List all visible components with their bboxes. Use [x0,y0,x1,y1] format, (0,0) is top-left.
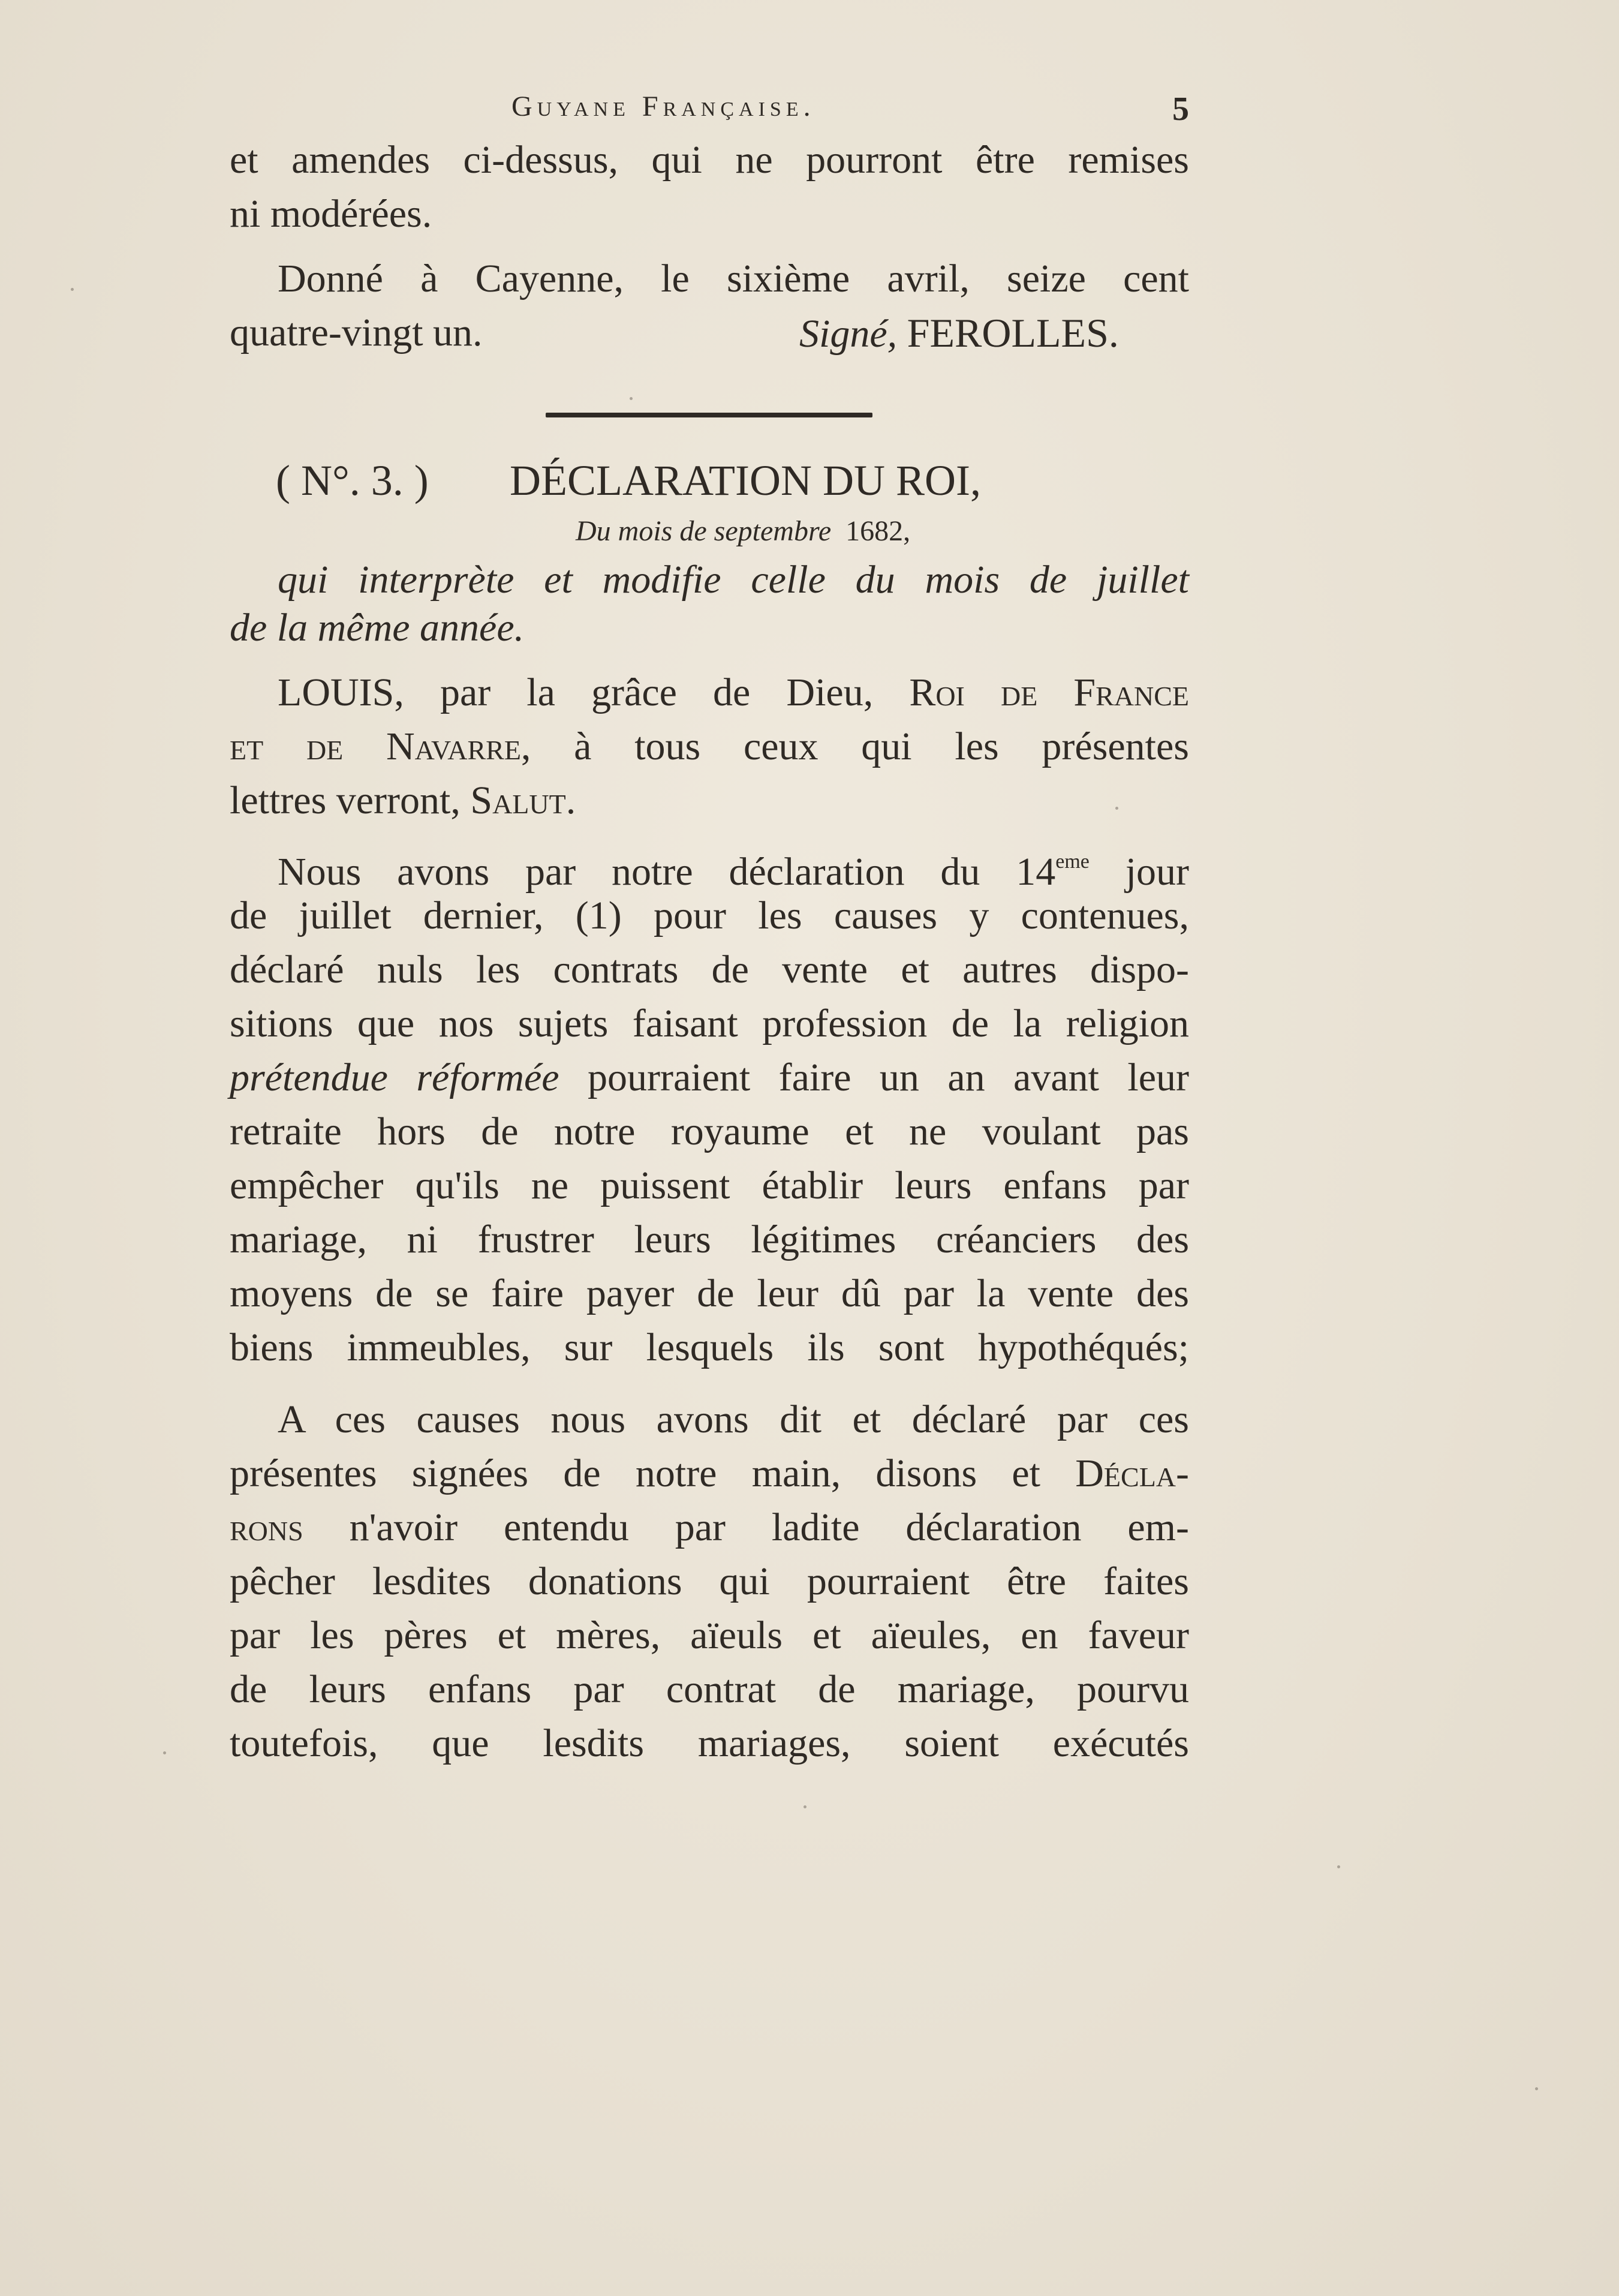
text-line: lettres verront, Salut. [230,779,576,822]
paper-speck [1337,1865,1340,1868]
paper-speck [163,1751,166,1754]
closing-text: quatre-vingt un. [230,311,483,354]
text-line-signature [230,306,1189,360]
text-line: présentes signées de notre main, disons et Décla- [230,1451,1190,1495]
text-line: prétendue réformée pourraient faire un an avant leur [230,1056,1190,1099]
text-line: LOUIS, par la grâce de Dieu, Roi de France [278,671,1190,714]
paper-speck [630,397,633,400]
section-subtitle-line: qui interprète et modifie celle du mois de juillet [278,558,1189,602]
running-title: Guyane Française. [511,91,815,122]
text-line: moyens de se faire payer de leur dû par la vente des [230,1272,1189,1315]
section-divider [546,413,872,417]
text-line: par les pères et mères, aïeuls et aïeules, en faveur [230,1613,1189,1657]
signe-label: Signé, [799,312,898,356]
text-line: retraite hors de notre royaume et ne voulant pas [230,1110,1189,1153]
text-line: toutefois, que lesdits mariages, soient exécutés [230,1721,1189,1765]
text-line: sitions que nos sujets faisant profession de la religion [230,1002,1189,1045]
section-heading [276,456,1187,506]
text-line: Donné à Cayenne, le sixième avril, seize cent [278,257,1189,300]
text-line: mariage, ni frustrer leurs légitimes créanciers des [230,1218,1189,1261]
running-header [230,90,1189,126]
section-subtitle-line: de la même année. [230,606,525,650]
signature-name: FEROLLES. [907,310,1119,356]
text-line: empêcher qu'ils ne puissent établir leurs enfans par [230,1164,1189,1207]
text-line: de leurs enfans par contrat de mariage, pourvu [230,1667,1189,1711]
page-number: 5 [1172,91,1189,128]
paper-speck [804,1805,807,1808]
text-line: ni modérées. [230,192,432,236]
text-line: A ces causes nous avons dit et déclaré par ces [278,1398,1189,1441]
text-line: rons n'avoir entendu par ladite déclaration em- [230,1505,1190,1549]
text-line: biens immeubles, sur lesquels ils sont hypothéqués; [230,1326,1189,1369]
text-line: Nous avons par notre déclaration du 14eme jour [278,850,1190,894]
section-number: ( N°. 3. ) [276,456,429,504]
section-title: DÉCLARATION DU ROI, [510,456,981,504]
text-line: déclaré nuls les contrats de vente et autres dispo- [230,948,1189,991]
paper-speck [71,288,74,291]
text-line: de juillet dernier, (1) pour les causes y contenues, [230,894,1189,937]
text-line: et de Navarre, à tous ceux qui les présentes [230,725,1189,768]
text-line: pêcher lesdites donations qui pourraient être faites [230,1559,1189,1603]
paper-speck [1535,2087,1538,2090]
section-date: Du mois de septembre 1682, [576,515,911,547]
text-line: et amendes ci-dessus, qui ne pourront être remises [230,138,1189,182]
paper-speck [1115,807,1118,810]
